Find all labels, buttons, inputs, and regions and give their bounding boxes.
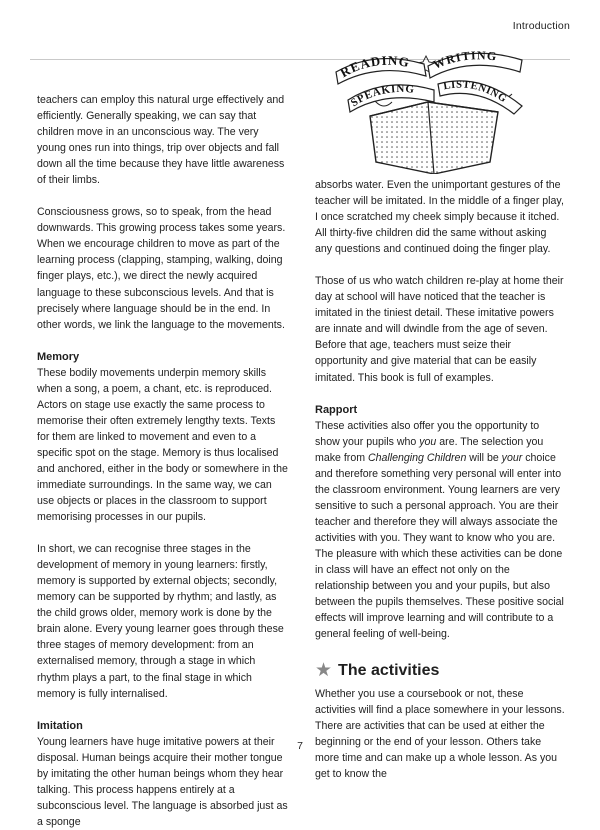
running-header: Introduction: [512, 20, 570, 32]
section-heading-activities: ★ The activities: [315, 660, 440, 682]
paragraph: These bodily movements underpin memory skills when a song, a poem, a chant, etc. is reproduced. Actors on stage use exactly the same process to memorise their often extremely lengthy texts. Texts for them are linked to movement and even to a specific spot on the stage. Memory is thus localised and anchored, either in the body or somewhere in the immediate surroundings. In the same way, we can use objects or places in the classroom to support memorising processes in our pupils.: [37, 366, 288, 524]
page-number: 7: [297, 740, 303, 752]
left-column: [37, 92, 289, 830]
paragraph: In short, we can recognise three stages in the development of memory in young learners: firstly, memory is supported by external objects; secondly, memory can be supported by rhythm; and lastly, as the child grows older, memory work is done by the brain alone. Every young learner goes through these three stages of memory development: from an externalised memory, through a stage in which rhythm plays a part, to the final stage in which memory is fully internalised.: [37, 543, 284, 700]
paragraph: teachers can employ this natural urge effectively and efficiently. Generally speaking, we can say that children move in an unconscious way. The very young ones run into things, trip over objects and fall down all the time because they have little awareness of their limbs.: [37, 94, 285, 187]
star-icon: ★: [315, 660, 333, 682]
paragraph: Consciousness grows, so to speak, from the head downwards. This growing process takes some years. When we encourage children to move as part of the learning process (clapping, stamping, walking, doing finger plays, etc.), we direct the newly acquired language to these subconscious levels. And that is precisely where language should be in the end. In other words, we link the language to the movements.: [37, 206, 286, 331]
reading-label: READING: [337, 52, 412, 81]
skills-book-illustration: [330, 50, 528, 174]
paragraph: Young learners have huge imitative powers at their disposal. Human beings acquire their mother tongue by imitating the other human beings whom they hear talking. This process happens entirely at a subconscious level. The language is absorbed just as a sponge: [37, 735, 288, 828]
paragraph: Whether you use a coursebook or not, these activities will find a place somewhere in your lessons. There are activities that can be used at either the beginning or the end of your lesson. Others take more time and can make up a whole lesson. As you get to know the: [315, 688, 565, 781]
writing-label: WRITING: [431, 50, 499, 72]
section-heading-memory: Memory: [37, 350, 80, 363]
paragraph: Those of us who watch children re-play at home their day at school will have noticed that the teacher is imitated in the tiniest detail. These imitative powers are innate and will dwindle from the age of seven. Before that age, teachers must seize their opportunity and give material that can be easily imitated. This book is full of examples.: [315, 275, 564, 384]
svg-text:READING: [338, 53, 412, 81]
paragraph: absorbs water. Even the unimportant gestures of the teacher will be imitated. In the middle of a finger play, I once scratched my cheek simply because it itched. All thirty-five children did the same without asking any questions and continued doing the finger play.: [315, 179, 564, 256]
section-heading-imitation: Imitation: [37, 719, 83, 732]
section-heading-rapport: Rapport: [315, 403, 358, 416]
right-column: [315, 177, 565, 783]
speaking-label: SPEAKING: [348, 82, 416, 110]
svg-text:WRITING: [431, 50, 498, 72]
paragraph-rapport: These activities also offer you the opportunity to show your pupils who you are. The selection you make from Challenging Children will be your choice and therefore something very personal will enter into the classroom environment. Young learners are very sensitive to such a personal approach. You are their teacher and therefore they will always associate the activities with you. They want to know who you are. The pleasure with which these activities can be done in class will have an effect not only on the relationship between you and your pupils, but also between the pupils themselves. These positive social effects will improve learning and will contribute to a general feeling of well-being.: [315, 419, 564, 641]
listening-label: LISTENING: [442, 79, 509, 106]
open-book-icon: [330, 50, 528, 174]
